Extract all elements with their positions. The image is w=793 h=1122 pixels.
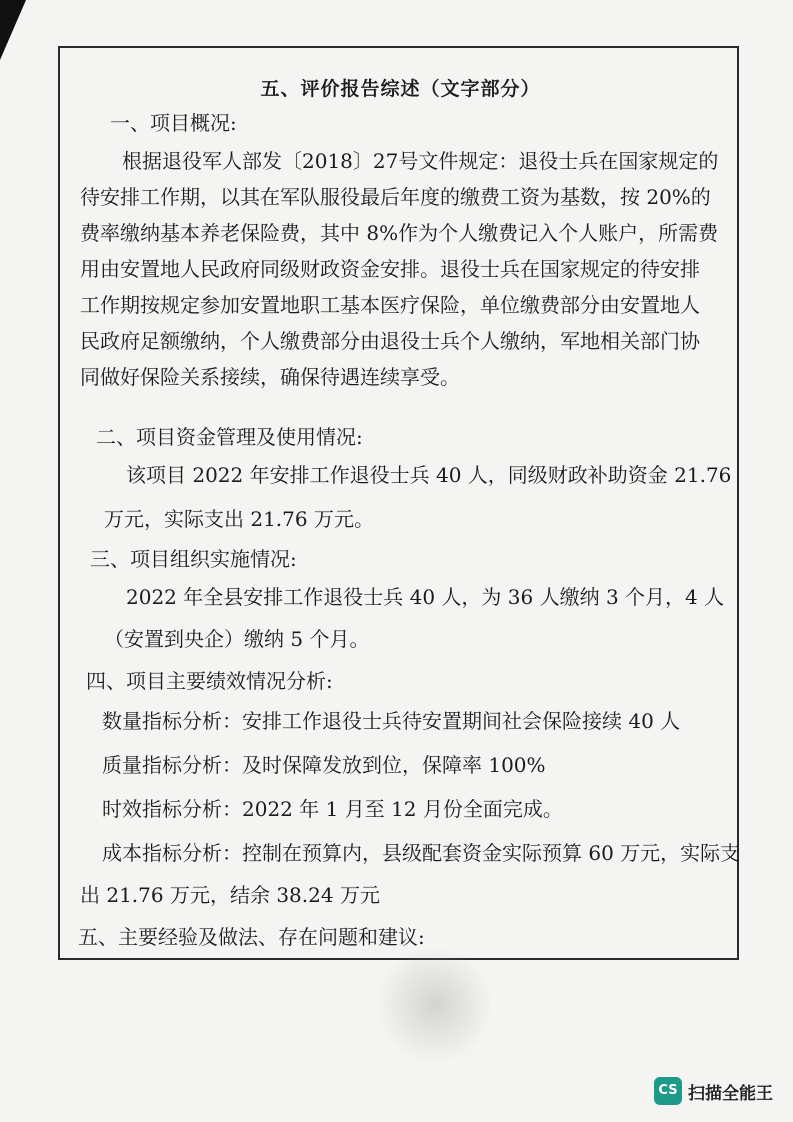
section1-line: 待安排工作期，以其在军队服役最后年度的缴费工资为基数，按 20%的 xyxy=(80,185,711,209)
section1-line: 费率缴纳基本养老保险费，其中 8%作为个人缴费记入个人账户，所需费 xyxy=(80,221,719,245)
section3-heading: 三、项目组织实施情况: xyxy=(90,547,297,571)
section1-line: 工作期按规定参加安置地职工基本医疗保险，单位缴费部分由安置地人 xyxy=(80,293,700,317)
section1-heading: 一、项目概况: xyxy=(110,111,237,135)
scanner-watermark xyxy=(654,1077,773,1105)
scan-smudge xyxy=(380,950,490,1060)
watermark-brand: 扫描全能王 xyxy=(688,1083,773,1104)
section1-line: 民政府足额缴纳，个人缴费部分由退役士兵个人缴纳，军地相关部门协 xyxy=(80,329,700,353)
section4-line: 质量指标分析：及时保障发放到位，保障率 100% xyxy=(102,753,546,777)
section1-line: 同做好保险关系接续，确保待遇连续享受。 xyxy=(80,365,460,389)
section1-line: 用由安置地人民政府同级财政资金安排。退役士兵在国家规定的待安排 xyxy=(80,257,700,281)
section4-line: 数量指标分析：安排工作退役士兵待安置期间社会保险接续 40 人 xyxy=(102,709,681,733)
section3-line: （安置到央企）缴纳 5 个月。 xyxy=(104,627,370,651)
section5-heading: 五、主要经验及做法、存在问题和建议: xyxy=(78,925,425,949)
section4-line: 时效指标分析：2022 年 1 月至 12 月份全面完成。 xyxy=(102,797,563,821)
section2-line: 万元，实际支出 21.76 万元。 xyxy=(104,507,374,531)
section2-line: 该项目 2022 年安排工作退役士兵 40 人，同级财政补助资金 21.76 xyxy=(126,463,732,487)
page-title: 五、评价报告综述（文字部分） xyxy=(260,78,541,100)
section4-line: 出 21.76 万元，结余 38.24 万元 xyxy=(80,883,380,907)
scan-corner-mark xyxy=(0,0,26,60)
section1-line: 根据退役军人部发〔2018〕27号文件规定：退役士兵在国家规定的 xyxy=(122,149,719,173)
report-frame xyxy=(58,46,739,960)
section2-heading: 二、项目资金管理及使用情况: xyxy=(96,425,363,449)
camscanner-logo-icon: CS xyxy=(654,1077,682,1105)
section3-line: 2022 年全县安排工作退役士兵 40 人，为 36 人缴纳 3 个月，4 人 xyxy=(126,585,725,609)
section4-line: 成本指标分析：控制在预算内，县级配套资金实际预算 60 万元，实际支 xyxy=(102,841,741,865)
section4-heading: 四、项目主要绩效情况分析: xyxy=(86,669,333,693)
